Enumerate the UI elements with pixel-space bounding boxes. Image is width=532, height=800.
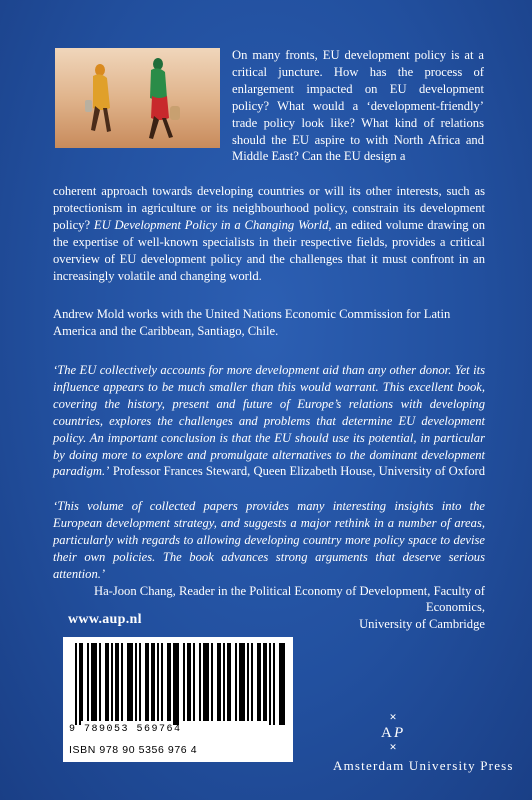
barcode-bar: [79, 643, 81, 725]
barcode-bar: [95, 643, 97, 721]
svg-text:✕: ✕: [389, 712, 397, 722]
aup-logo-icon: [372, 712, 414, 752]
svg-text:P: P: [394, 725, 404, 741]
barcode-bar: [115, 643, 117, 721]
svg-text:✕: ✕: [389, 742, 397, 752]
svg-text:A: A: [381, 725, 392, 741]
website-link[interactable]: www.aup.nl: [68, 612, 142, 627]
blurb-intro: On many fronts, EU development policy is at a critical juncture. How has the process of enlargement impacted on EU development policy? What would a ‘development-friendly’ trade policy look like? What kind of relations should the EU aspire to with North Africa and Middle East? Can the EU design a: [232, 48, 484, 164]
barcode-bar: [91, 643, 93, 721]
quote-2-attribution-line-2: University of Cambridge: [359, 617, 485, 632]
barcode-bar: [175, 643, 177, 725]
barcode-bar: [167, 643, 169, 721]
author-bio: Andrew Mold works with the United Nations Economic Commission for Latin America and the Caribbean, Santiago, Chile.: [53, 307, 451, 338]
barcode-digits: 9 789053 569764: [69, 724, 182, 735]
barcode-bar: [251, 643, 253, 721]
barcode-bar: [151, 643, 153, 721]
barcode-bar: [241, 643, 243, 721]
barcode-bar: [93, 643, 95, 721]
barcode-bar: [269, 643, 271, 725]
barcode-bar: [257, 643, 259, 721]
barcode-bar: [199, 643, 201, 721]
barcode-bar: [177, 643, 179, 725]
barcode-bar: [107, 643, 109, 721]
barcode-bar: [279, 643, 281, 725]
barcode-bar: [247, 643, 249, 721]
barcode-bar: [105, 643, 107, 721]
barcode-bar: [239, 643, 241, 721]
blurb-part-1: coherent approach towards developing countries or will its other interests, such as protectionism in agriculture or its neighbourhood policy, constrain its development policy?: [53, 184, 485, 232]
barcode-bar: [139, 643, 141, 721]
barcode-bar: [243, 643, 245, 721]
barcode-bar: [227, 643, 229, 721]
quote-1-text: ‘The EU collectively accounts for more development aid than any other donor. Yet its influence appears to be much smaller than this would warrant. This excellent book, covering the history, present and future of Europe’s relations with developing countries, explores the challenges and problems that determine EU development policy. An important conclusion is that the EU should use its potential, in particular by doing more to explore and promulgate alternatives to the dominant development paradigm.’: [53, 363, 485, 479]
publisher-name: Amsterdam University Press: [333, 758, 514, 773]
barcode-bar: [147, 643, 149, 721]
blurb-part-2: , an edited volume drawing on the expertise of well-known specialists in their respective fields, provides a critical overview of EU development policy and the challenges that it must confront in an increasingly volatile and changing world.: [53, 217, 485, 283]
barcode-bar: [169, 643, 171, 721]
barcode-bar: [157, 643, 159, 721]
barcode-bar: [111, 643, 113, 721]
barcode-bar: [131, 643, 133, 721]
barcode-bar: [259, 643, 261, 721]
blurb-continuation: [53, 183, 485, 284]
barcode-bar: [187, 643, 189, 721]
desert-women-illustration: [55, 48, 220, 148]
publisher-logo: [372, 712, 414, 752]
barcode-bar: [211, 643, 213, 721]
barcode-bar: [219, 643, 221, 721]
barcode-bar: [121, 643, 123, 721]
barcode-bar: [173, 643, 175, 725]
barcode-bar: [217, 643, 219, 721]
book-title: EU Development Policy in a Changing World: [93, 217, 329, 232]
cover-photo: [55, 48, 220, 148]
barcode-bar: [273, 643, 275, 725]
barcode-bar: [153, 643, 155, 721]
barcode-bar: [229, 643, 231, 721]
quote-1-attribution: Professor Frances Steward, Queen Elizabeth House, University of Oxford: [112, 464, 485, 479]
barcode-bar: [281, 643, 283, 725]
barcode-bar: [117, 643, 119, 721]
quote-2-text: ‘This volume of collected papers provides many interesting insights into the European development strategy, and suggests a major rethink in a number of areas, particularly with regards to allowing developing country more policy space to devise their own policies. The book advances strong arguments that deserve serious attention.’: [53, 499, 485, 581]
barcode: [63, 637, 293, 762]
barcode-bars: [63, 637, 293, 725]
barcode-bar: [81, 643, 83, 721]
barcode-bar: [205, 643, 207, 721]
barcode-bar: [135, 643, 137, 721]
isbn-number: ISBN 978 90 5356 976 4: [69, 744, 198, 756]
barcode-bar: [129, 643, 131, 721]
barcode-bar: [193, 643, 195, 721]
barcode-bar: [263, 643, 265, 721]
barcode-bar: [127, 643, 129, 721]
quote-2-attribution-line-1: Ha-Joon Chang, Reader in the Political Economy of Development, Faculty of Economics,: [93, 583, 485, 615]
endorsement-quote-1: [53, 362, 485, 480]
barcode-bar: [87, 643, 89, 721]
barcode-bar: [207, 643, 209, 721]
barcode-bar: [235, 643, 237, 721]
barcode-bar: [283, 643, 285, 725]
barcode-bar: [183, 643, 185, 721]
barcode-bar: [161, 643, 163, 721]
barcode-bar: [189, 643, 191, 721]
barcode-bar: [203, 643, 205, 721]
barcode-bar: [223, 643, 225, 721]
barcode-bar: [75, 643, 77, 725]
barcode-bar: [145, 643, 147, 721]
barcode-bar: [99, 643, 101, 721]
barcode-bar: [265, 643, 267, 721]
